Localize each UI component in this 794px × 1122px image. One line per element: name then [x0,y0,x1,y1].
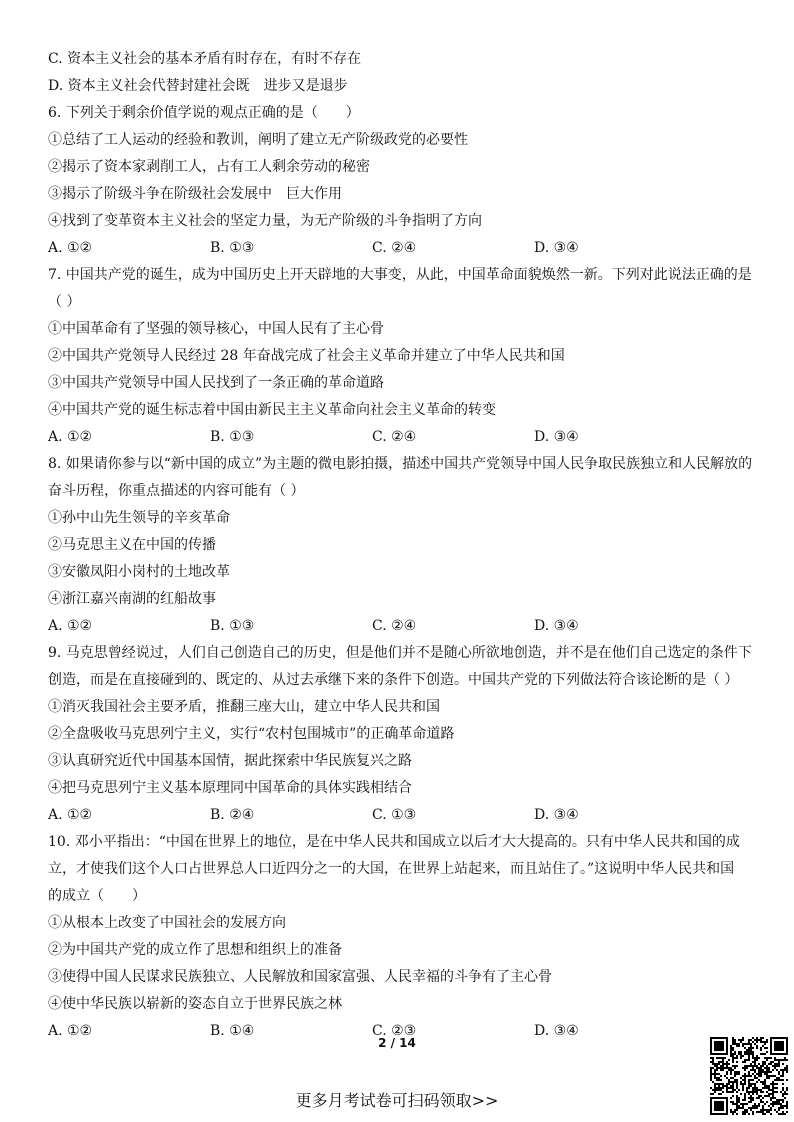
statement-line: ④找到了变革资本主义社会的坚定力量，为无产阶级的斗争指明了方向 [48,213,482,229]
question-8-options [48,613,758,640]
statement-line: ②马克思主义在中国的传播 [48,537,216,553]
page-number: 2 / 14 [378,1036,416,1050]
option-d: D. ③④ [534,618,579,634]
option-c: C. ②④ [372,429,417,445]
statement-line: ①中国革命有了坚强的领导核心，中国人民有了主心骨 [48,321,384,337]
option-b: B. ①③ [210,429,255,445]
option-a: A. ①② [48,1023,93,1039]
statement-line: ③安徽凤阳小岗村的土地改革 [48,564,230,580]
question-9-stem-cont: 创造，而是在直接碰到的、既定的、从过去承继下来的条件下创造。中国共产党的下列做法符合该论断的是（ ） [48,672,739,688]
statement-line: ③认真研究近代中国基本国情，据此探索中华民族复兴之路 [48,753,412,769]
option-c: C. ①③ [372,807,417,823]
option-line: D. 资本主义社会代替封建社会既 进步又是退步 [48,78,348,94]
option-d: D. ③④ [534,240,579,256]
question-9-options [48,802,758,829]
statement-line: ④中国共产党的诞生标志着中国由新民主主义革命向社会主义革命的转变 [48,402,496,418]
question-7-stem-cont: （ ） [48,294,81,310]
question-8-stem-cont: 奋斗历程，你重点描述的内容可能有（ ） [48,483,305,499]
option-b: B. ①③ [210,240,255,256]
question-10-stem: 10. 邓小平指出：“中国在世界上的地位，是在中华人民共和国成立以后才大大提高的。只有中华人民共和国的成 [48,834,740,850]
question-8-stem: 8. 如果请你参与以“新中国的成立”为主题的微电影拍摄，描述中国共产党领导中国人民争取民族独立和人民解放的 [48,456,753,472]
document-body [48,46,758,1045]
option-d: D. ③④ [534,1023,579,1039]
statement-line: ③使得中国人民谋求民族独立、人民解放和国家富强、人民幸福的斗争有了主心骨 [48,969,552,985]
statement-line: ②中国共产党领导人民经过 28 年奋战完成了社会主义革命并建立了中华人民共和国 [48,348,565,364]
qr-code-icon[interactable] [708,1035,790,1117]
question-9-stem: 9. 马克思曾经说过，人们自己创造自己的历史，但是他们并不是随心所欲地创造，并不是在他们自己选定的条件下 [48,645,752,661]
option-a: A. ①② [48,240,93,256]
statement-line: ③揭示了阶级斗争在阶级社会发展中 巨大作用 [48,186,342,202]
option-b: B. ①③ [210,618,255,634]
question-6-options [48,235,758,262]
option-c: C. ②④ [372,618,417,634]
option-b: B. ①④ [210,1023,255,1039]
statement-line: ①从根本上改变了中国社会的发展方向 [48,915,286,931]
question-7-stem: 7. 中国共产党的诞生，成为中国历史上开天辟地的大事变，从此，中国革命面貌焕然一新。下列对此说法正确的是 [48,267,752,283]
statement-line: ①总结了工人运动的经验和教训，阐明了建立无产阶级政党的必要性 [48,132,468,148]
option-b: B. ②④ [210,807,255,823]
question-10-stem-cont: 的成立（ ） [48,888,146,904]
option-a: A. ①② [48,429,93,445]
option-line: C. 资本主义社会的基本矛盾有时存在，有时不存在 [48,51,362,67]
statement-line: ④把马克思列宁主义基本原理同中国革命的具体实践相结合 [48,780,412,796]
option-c: C. ②④ [372,240,417,256]
statement-line: ②揭示了资本家剥削工人，占有工人剩余劳动的秘密 [48,159,370,175]
statement-line: ②为中国共产党的成立作了思想和组织上的准备 [48,942,342,958]
question-10-stem-cont: 立，才使我们这个人口占世界总人口近四分之一的大国，在世界上站起来，而且站住了。”这说明中华人民共和国 [48,861,735,877]
option-a: A. ①② [48,618,93,634]
option-d: D. ③④ [534,429,579,445]
question-7-options [48,424,758,451]
statement-line: ②全盘吸收马克思列宁主义，实行“农村包围城市”的正确革命道路 [48,726,455,742]
statement-line: ①孙中山先生领导的辛亥革命 [48,510,230,526]
statement-line: ③中国共产党领导中国人民找到了一条正确的革命道路 [48,375,384,391]
scan-more-link[interactable]: 更多月考试卷可扫码领取>> [295,1091,499,1110]
statement-line: ④使中华民族以崭新的姿态自立于世界民族之林 [48,996,342,1012]
question-6-stem: 6. 下列关于剩余价值学说的观点正确的是（ ） [48,105,360,121]
option-d: D. ③④ [534,807,579,823]
statement-line: ④浙江嘉兴南湖的红船故事 [48,591,216,607]
statement-line: ①消灭我国社会主要矛盾，推翻三座大山，建立中华人民共和国 [48,699,440,715]
option-a: A. ①② [48,807,93,823]
option-c: C. ②③ [372,1023,417,1039]
